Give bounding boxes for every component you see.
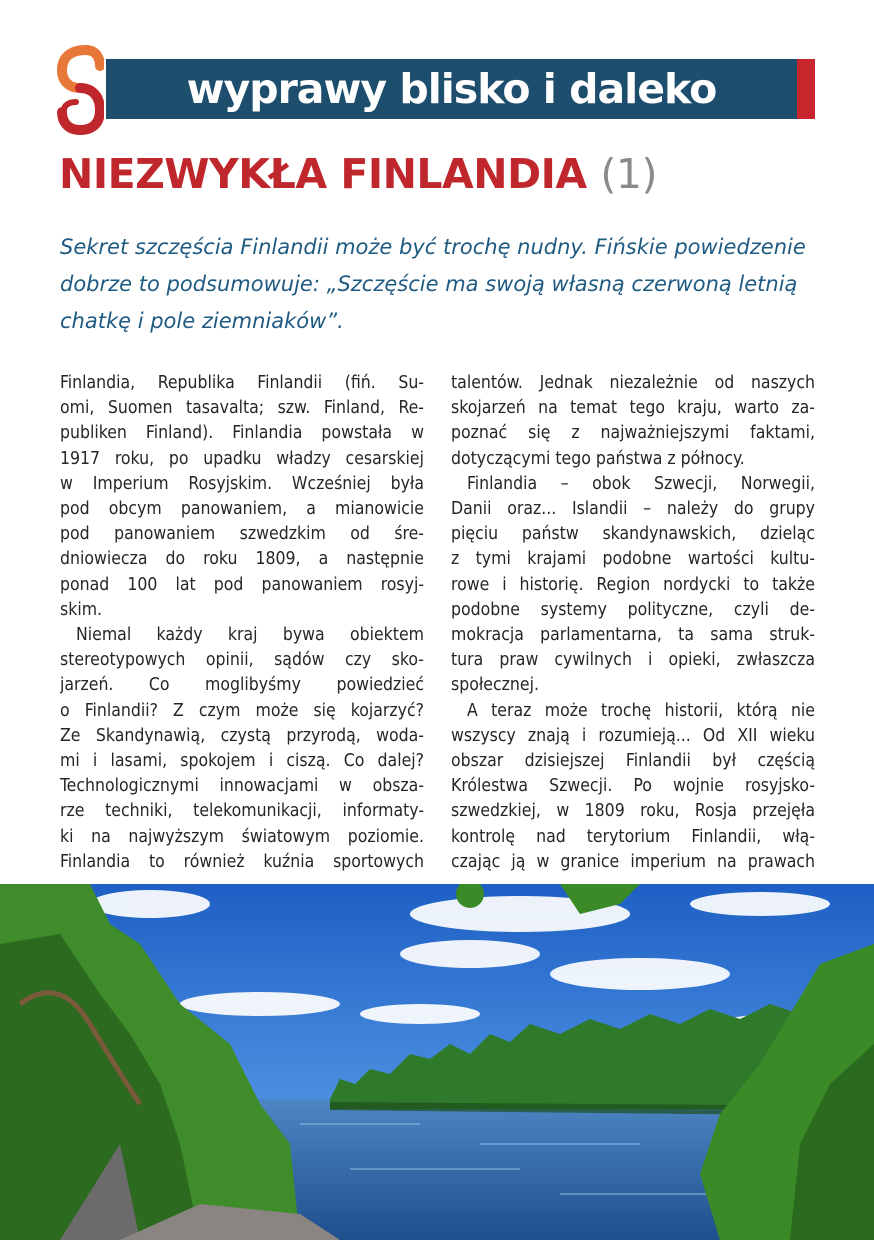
body-line: Ze Skandynawią, czystą przyrodą, woda- [60, 725, 424, 746]
chain-link-logo-icon [56, 44, 104, 136]
article-column-left [60, 371, 424, 875]
body-line: kontrolę nad terytorium Finlandii, włą- [451, 826, 815, 847]
lead-line: dobrze to podsumowuje: „Szczęście ma swoją własną czerwoną letnią [60, 272, 798, 296]
body-line: Finlandia to również kuźnia sportowych [60, 851, 424, 872]
lead-line: Sekret szczęścia Finlandii może być trochę nudny. Fińskie powiedzenie [60, 235, 806, 259]
body-line: pod panowaniem szwedzkim od śre- [60, 524, 424, 545]
body-line: rowe i historię. Region nordycki to także [451, 574, 815, 595]
lead-line: chatkę i pole ziemniaków”. [60, 309, 344, 333]
body-line: ponad 100 lat pod panowaniem rosyj- [60, 574, 424, 595]
body-line: tura praw cywilnych i opieki, zwłaszcza [451, 650, 815, 671]
body-line: o Finlandii? Z czym może się kojarzyć? [60, 700, 424, 721]
body-line: publiken Finland). Finlandia powstała w [60, 423, 424, 444]
body-line: jarzeń. Co moglibyśmy powiedzieć [60, 675, 424, 696]
body-line: Finlandia – obok Szwecji, Norwegii, [467, 473, 815, 494]
body-line: skojarzeń na temat tego kraju, warto za- [451, 398, 815, 419]
article-column-right [451, 371, 815, 875]
finland-lake-photo [0, 884, 874, 1240]
body-line: Danii oraz... Islandii – należy do grupy [451, 499, 815, 520]
section-header-bar [106, 59, 797, 119]
article-title-text: NIEZWYKŁA FINLANDIA [59, 150, 587, 198]
body-line: w Imperium Rosyjskim. Wcześniej była [60, 473, 424, 494]
body-line: Niemal każdy kraj bywa obiektem [76, 625, 424, 646]
body-line: Finlandia, Republika Finlandii (fiń. Su- [60, 373, 424, 393]
body-line: rze techniki, telekomunikacji, informaty- [60, 801, 424, 822]
body-line: Technologicznymi innowacjami w obsza- [60, 776, 424, 797]
body-line: obszar dzisiejszej Finlandii był częścią [451, 751, 815, 772]
body-line: omi, Suomen tasavalta; szw. Finland, Re- [60, 398, 424, 419]
body-line: dniowiecza do roku 1809, a następnie [60, 549, 424, 570]
body-line: pod obcym panowaniem, a mianowicie [60, 499, 424, 520]
body-line: poznać się z najważniejszymi faktami, [451, 423, 815, 444]
body-line: podobne systemy polityczne, czyli de- [451, 599, 815, 620]
body-line: dotyczącymi tego państwa z północy. [451, 448, 745, 469]
body-line: z tymi krajami podobne wartości kultu- [451, 549, 815, 570]
section-title: wyprawy blisko i daleko [186, 65, 717, 113]
body-line: mokracja parlamentarna, ta sama struk- [451, 625, 815, 646]
body-line: talentów. Jednak niezależnie od naszych [451, 373, 815, 393]
body-line: pięciu państw skandynawskich, dzieląc [451, 524, 815, 545]
body-line: ki na najwyższym światowym poziomie. [60, 826, 424, 847]
body-line: szwedzkiej, w 1809 roku, Rosja przejęła [451, 801, 815, 822]
article-lead [60, 229, 820, 340]
body-line: skim. [60, 599, 103, 620]
section-header-accent [797, 59, 815, 119]
body-line: mi i lasami, spokojem i ciszą. Co dalej? [60, 751, 424, 772]
body-line: A teraz może trochę historii, którą nie [467, 700, 815, 721]
body-line: społecznej. [451, 675, 539, 696]
article-title-number: (1) [600, 150, 657, 198]
body-line: Królestwa Szwecji. Po wojnie rosyjsko- [451, 776, 815, 797]
body-line: stereotypowych opinii, sądów czy sko- [60, 650, 424, 671]
body-line: czając ją w granice imperium na prawach [451, 851, 815, 872]
article-title [59, 150, 657, 198]
body-line: 1917 roku, po upadku władzy cesarskiej [60, 448, 424, 469]
body-line: wszyscy znają i rozumieją... Od XII wieku [451, 725, 815, 746]
